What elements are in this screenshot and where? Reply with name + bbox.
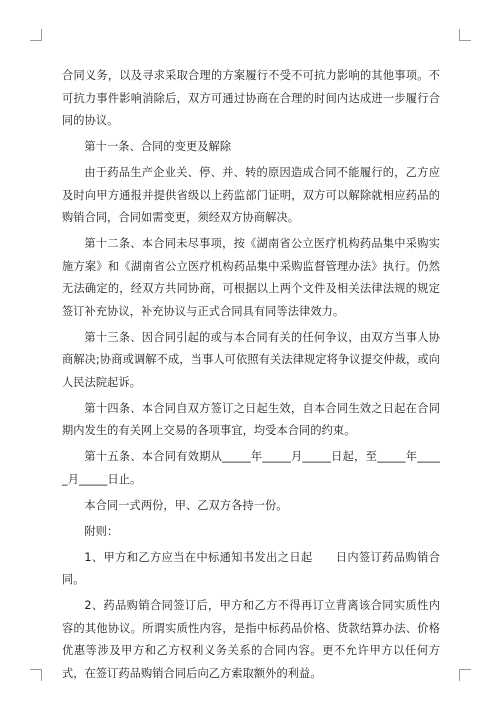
crop-mark-bottom-left (30, 669, 42, 681)
heading-article-11: 第十一条、合同的变更及解除 (84, 140, 232, 153)
document-body (62, 65, 440, 689)
paragraph-force-majeure-continued: 合同义务，以及寻求采取合理的方案履行不受不可抗力影响的其他事项。不可抗力事件影响消除后，双方可通过协商在合理的时间内达成进一步履行合同的协议。 (62, 69, 440, 127)
crop-mark-top-left (30, 29, 42, 41)
paragraph-article-12: 第十二条、本合同未尽事项，按《湖南省公立医疗机构药品集中采购实施方案》和《湖南省公立医疗机构药品集中采购监督管理办法》执行。仍然无法确定的，经双方共同协商，可根据以上两个文件及相关法律法规的规定签订补充协议，补充协议与正式合同具有同等法律效力。 (62, 237, 440, 318)
crop-mark-top-right (459, 29, 471, 41)
appendix-item-2: 2、药品购销合同签订后，甲方和乙方不得再订立背离该合同实质性内容的其他协议。所谓实质性内容，是指中标药品价格、货款结算办法、价格优惠等涉及甲方和乙方权利义务关系的合同内容。更不允许甲方以任何方式，在签订药品购销合同后向乙方索取额外的利益。 (62, 599, 440, 680)
crop-mark-bottom-right (459, 669, 471, 681)
paragraph-article-15: 第十五条、本合同有效期从_____年_____月_____日起，至_____年_____月_____日止。 (62, 450, 440, 486)
paragraph-article-14: 第十四条、本合同自双方签订之日起生效，自本合同生效之日起在合同期内发生的有关网上交易的各项事宜，均受本合同的约束。 (62, 401, 440, 437)
paragraph-copies: 本合同一式两份，甲、乙双方各持一份。 (84, 498, 288, 512)
paragraph-article-11: 由于药品生产企业关、停、并、转的原因造成合同不能履行的，乙方应及时向甲方通报并提供省级以上药监部门证明，双方可以解除就相应药品的购销合同，合同如需变更，须经双方协商解决。 (62, 166, 440, 224)
appendix-item-1: 1、甲方和乙方应当在中标通知书发出之日起 日内签订药品购销合同。 (62, 550, 440, 586)
paragraph-article-13: 第十三条、因合同引起的或与本合同有关的任何争议，由双方当事人协商解决;协商或调解不成，当事人可依照有关法律规定将争议提交仲裁，或向人民法院起诉。 (62, 330, 440, 389)
heading-appendix: 附则： (84, 524, 119, 538)
